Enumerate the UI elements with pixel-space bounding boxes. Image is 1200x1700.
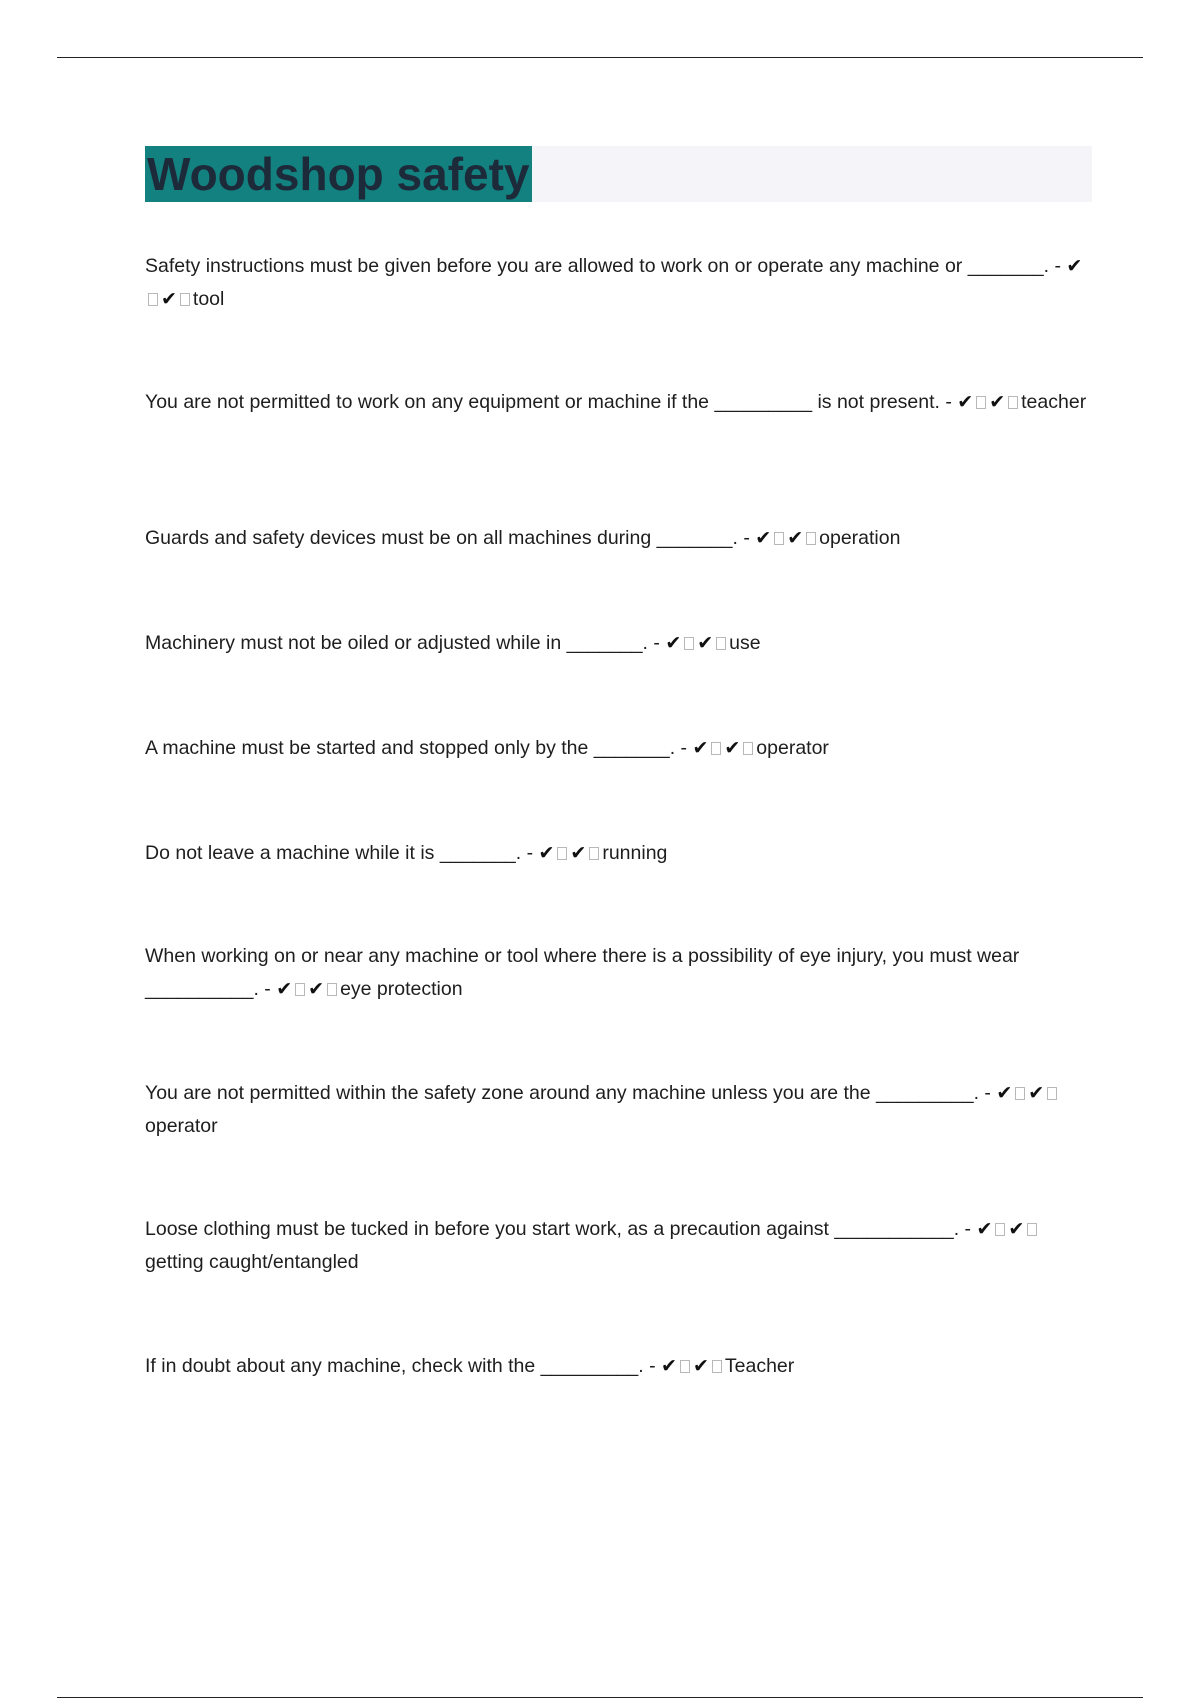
check-icon: ✔ <box>1028 1082 1045 1104</box>
qa-item <box>145 1213 1090 1278</box>
empty-box-icon <box>774 532 784 545</box>
qa-item <box>145 386 1090 419</box>
question-text: You are not permitted within the safety zone around any machine unless you are the _________. <box>145 1082 980 1104</box>
answer-text: getting caught/entangled <box>145 1250 359 1273</box>
empty-box-icon <box>180 293 190 306</box>
check-icon: ✔ <box>724 737 741 759</box>
qa-item <box>145 1077 1090 1142</box>
question-text: Loose clothing must be tucked in before you start work, as a precaution against ___________. <box>145 1218 960 1240</box>
check-icon: ✔ <box>957 391 974 413</box>
question-text: If in doubt about any machine, check with the _________. <box>145 1355 644 1377</box>
question-text: You are not permitted to work on any equipment or machine if the _________ is not present. <box>145 391 940 413</box>
question-text: Safety instructions must be given before you are allowed to work on or operate any machine or _______. <box>145 255 1050 277</box>
qa-item <box>145 522 1090 555</box>
empty-box-icon <box>1008 396 1018 409</box>
answer-text: running <box>602 842 668 864</box>
check-icon: ✔ <box>538 842 555 864</box>
check-icon: ✔ <box>161 287 177 310</box>
title-band <box>145 146 1092 202</box>
separator: - <box>737 527 756 549</box>
empty-box-icon <box>327 983 337 996</box>
check-icon: ✔ <box>697 632 714 654</box>
answer-text: use <box>729 632 761 654</box>
answer-text: eye protection <box>340 977 463 1000</box>
answer-text: operator <box>145 1114 218 1137</box>
check-icon: ✔ <box>989 391 1006 413</box>
separator: - <box>959 1218 977 1240</box>
qa-item <box>145 627 1090 660</box>
check-icon: ✔ <box>1008 1218 1025 1240</box>
separator: - <box>1049 255 1067 277</box>
empty-box-icon <box>995 1223 1005 1236</box>
answer-text: teacher <box>1021 391 1087 413</box>
empty-box-icon <box>589 847 599 860</box>
check-icon: ✔ <box>787 527 804 549</box>
separator: - <box>979 1082 997 1104</box>
separator: - <box>647 632 666 654</box>
title-highlight <box>145 146 532 202</box>
check-icon: ✔ <box>976 1218 993 1240</box>
qa-item <box>145 837 1090 870</box>
empty-box-icon <box>976 396 986 409</box>
empty-box-icon <box>712 1360 722 1373</box>
empty-box-icon <box>1015 1087 1025 1100</box>
check-icon: ✔ <box>692 737 709 759</box>
top-rule <box>57 57 1143 58</box>
empty-box-icon <box>711 742 721 755</box>
separator: - <box>258 977 277 1000</box>
separator: - <box>675 737 693 759</box>
check-icon: ✔ <box>276 977 293 1000</box>
question-text: Guards and safety devices must be on all machines during _______. <box>145 527 738 549</box>
qa-item <box>145 732 1090 765</box>
empty-box-icon <box>295 983 305 996</box>
qa-item <box>145 1350 1090 1383</box>
empty-box-icon <box>148 293 158 306</box>
separator: - <box>643 1355 662 1377</box>
check-icon: ✔ <box>996 1082 1013 1104</box>
empty-box-icon <box>743 742 753 755</box>
answer-text: Teacher <box>724 1355 795 1377</box>
page-title: Woodshop safety <box>147 148 530 200</box>
answer-text: operator <box>756 737 829 759</box>
check-icon: ✔ <box>1066 255 1083 277</box>
empty-box-icon <box>1047 1087 1057 1100</box>
question-text: Machinery must not be oiled or adjusted while in _______. <box>145 632 648 654</box>
empty-box-icon <box>680 1360 690 1373</box>
separator: - <box>521 842 539 864</box>
question-text: Do not leave a machine while it is _______. <box>145 842 522 864</box>
separator: - <box>939 391 958 413</box>
bottom-rule <box>57 1697 1143 1698</box>
qa-item <box>145 250 1090 315</box>
question-text: When working on or near any machine or tool where there is a possibility of eye injury, you must wear __________. <box>145 945 1020 1000</box>
answer-text: operation <box>819 527 901 549</box>
empty-box-icon <box>1027 1223 1037 1236</box>
answer-text: tool <box>192 287 225 310</box>
empty-box-icon <box>557 847 567 860</box>
empty-box-icon <box>716 637 726 650</box>
question-text: A machine must be started and stopped only by the _______. <box>145 737 676 759</box>
check-icon: ✔ <box>661 1355 677 1377</box>
check-icon: ✔ <box>692 1355 709 1377</box>
check-icon: ✔ <box>665 632 682 654</box>
qa-item <box>145 940 1090 1005</box>
empty-box-icon <box>806 532 816 545</box>
check-icon: ✔ <box>570 842 587 864</box>
empty-box-icon <box>684 637 694 650</box>
check-icon: ✔ <box>755 527 772 549</box>
check-icon: ✔ <box>308 977 325 1000</box>
